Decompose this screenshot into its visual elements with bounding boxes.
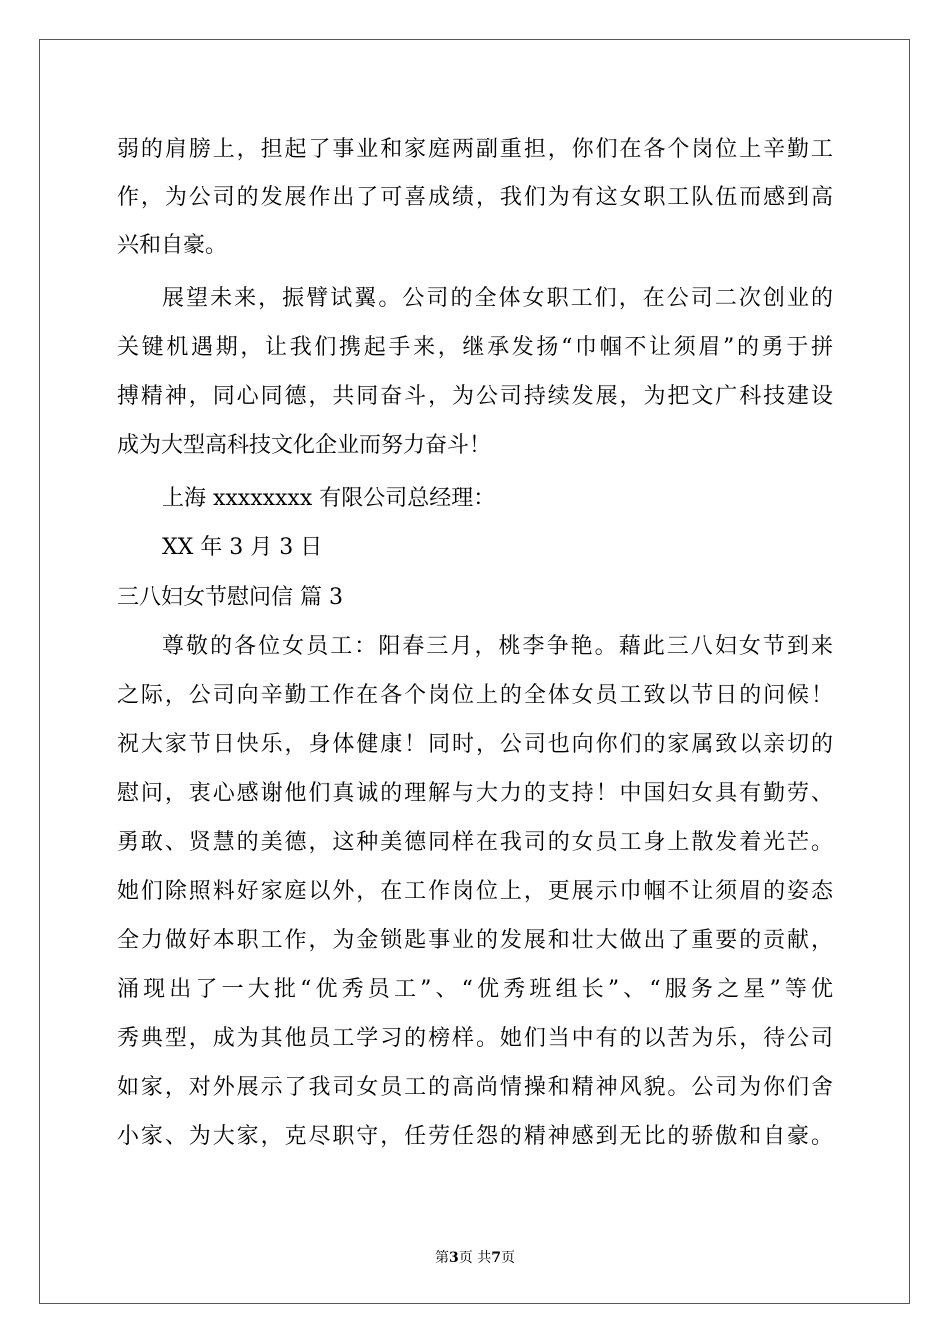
body-line-7: 成为大型高科技文化企业而努力奋斗！ bbox=[117, 433, 492, 458]
body-line-3: 兴和自豪。 bbox=[117, 233, 228, 258]
body-line-20: 如家，对外展示了我司女员工的高尚情操和精神风貌。公司为你们舍 bbox=[117, 1075, 833, 1100]
signature-line: 上海 xxxxxxxx 有限公司总经理： bbox=[162, 486, 496, 511]
body-line-14: 慰问，衷心感谢他们真诚的理解与大力的支持！中国妇女具有勤劳、 bbox=[117, 781, 833, 806]
page-footer bbox=[0, 1248, 950, 1268]
body-line-19: 秀典型，成为其他员工学习的榜样。她们当中有的以苦为乐，待公司 bbox=[117, 1026, 833, 1051]
body-line-15: 勇敢、贤慧的美德，这种美德同样在我司的女员工身上散发着光芒。 bbox=[117, 830, 833, 855]
body-line-1: 弱的肩膀上，担起了事业和家庭两副重担，你们在各个岗位上辛勤工 bbox=[117, 137, 833, 162]
footer-prefix: 第 bbox=[435, 1250, 450, 1266]
body-line-4: 展望未来，振臂试翼。公司的全体女职工们，在公司二次创业的 bbox=[162, 286, 833, 311]
body-line-17: 全力做好本职工作，为金锁匙事业的发展和壮大做出了重要的贡献， bbox=[117, 928, 833, 953]
body-line-5: 关键机遇期，让我们携起手来，继承发扬“巾帼不让须眉”的勇于拼 bbox=[117, 335, 833, 360]
page-border bbox=[39, 39, 910, 1304]
footer-page-number: 3 bbox=[449, 1250, 459, 1266]
body-line-6: 搏精神，同心同德，共同奋斗，为公司持续发展，为把文广科技建设 bbox=[117, 384, 833, 409]
date-line: XX 年 3 月 3 日 bbox=[162, 535, 323, 560]
section-heading: 三八妇女节慰问信 篇 3 bbox=[117, 585, 343, 610]
body-line-11: 尊敬的各位女员工：阳春三月，桃李争艳。藉此三八妇女节到来 bbox=[162, 634, 833, 659]
body-line-16: 她们除照料好家庭以外，在工作岗位上，更展示巾帼不让须眉的姿态 bbox=[117, 879, 833, 904]
body-line-18: 涌现出了一大批“优秀员工”、“优秀班组长”、“服务之星”等优 bbox=[117, 977, 833, 1002]
footer-total-pages: 7 bbox=[491, 1250, 501, 1266]
body-line-21: 小家、为大家，克尽职守，任劳任怨的精神感到无比的骄傲和自豪。 bbox=[117, 1124, 833, 1149]
footer-middle: 页 共 bbox=[458, 1250, 492, 1266]
body-line-13: 祝大家节日快乐，身体健康！同时，公司也向你们的家属致以亲切的 bbox=[117, 732, 833, 757]
body-line-12: 之际，公司向辛勤工作在各个岗位上的全体女员工致以节日的问候！ bbox=[117, 683, 833, 708]
body-line-2: 作，为公司的发展作出了可喜成绩，我们为有这女职工队伍而感到高 bbox=[117, 185, 833, 210]
footer-suffix: 页 bbox=[500, 1250, 515, 1266]
